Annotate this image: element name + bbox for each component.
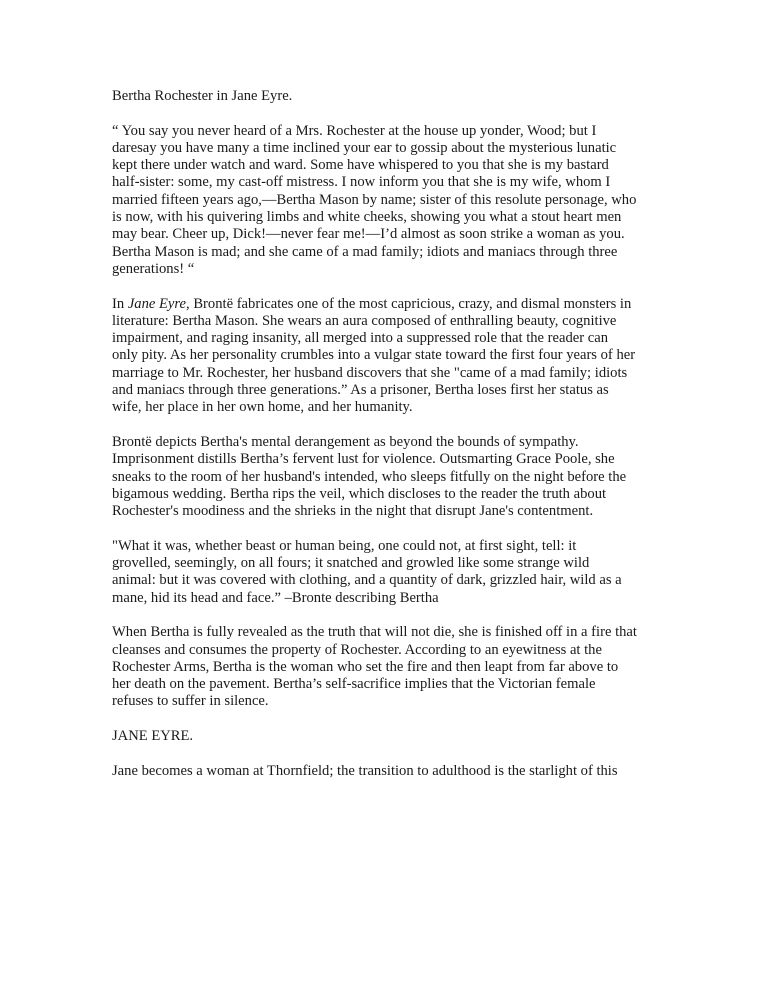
text-line: generations! “ (112, 260, 195, 277)
text-line: half-sister: some, my cast-off mistress. I now inform you that she is my wife, whom I (112, 174, 611, 191)
text-line: daresay you have many a time inclined your ear to gossip about the mysterious lunatic (112, 139, 617, 156)
text-line: may bear. Cheer up, Dick!—never fear me!—I’d almost as soon strike a woman as you. (112, 226, 625, 243)
section-heading (112, 728, 660, 745)
text-segment: , Brontë fabricates one of the most capricious, crazy, and dismal monsters in (186, 295, 632, 312)
text-line: Rochester's moodiness and the shrieks in the night that disrupt Jane's contentment. (112, 503, 594, 520)
text-line: Imprisonment distills Bertha’s fervent lust for violence. Outsmarting Grace Poole, she (112, 451, 615, 468)
text-line: wife, her place in her own home, and her humanity. (112, 399, 413, 416)
text-line: bigamous wedding. Bertha rips the veil, which discloses to the reader the truth about (112, 485, 607, 502)
text-line: grovelled, seemingly, on all fours; it snatched and growled like some strange wild (112, 555, 590, 572)
book-title-italic: Jane Eyre (127, 295, 187, 312)
text-line: “ You say you never heard of a Mrs. Rochester at the house up yonder, Wood; but I (112, 122, 597, 139)
text-line: mane, hid its head and face.” –Bronte describing Bertha (112, 589, 439, 606)
document-page (112, 88, 660, 797)
text-line: her death on the pavement. Bertha’s self-sacrifice implies that the Victorian female (112, 676, 596, 693)
text-line: married fifteen years ago,—Bertha Mason by name; sister of this resolute personage, who (112, 191, 637, 208)
text-line: Rochester Arms, Bertha is the woman who set the fire and then leapt from far above to (112, 658, 619, 675)
text-line (112, 296, 660, 313)
text-line: kept there under watch and ward. Some have whispered to you that she is my bastard (112, 157, 609, 174)
text-line: sneaks to the room of her husband's intended, who sleeps fitfully on the night before the (112, 468, 627, 485)
text-line: is now, with his quivering limbs and white cheeks, showing you what a stout heart men (112, 209, 622, 226)
text-line: JANE EYRE. (112, 727, 194, 744)
fire-paragraph (112, 624, 660, 710)
derangement-paragraph (112, 434, 660, 520)
text-line: "What it was, whether beast or human being, one could not, at first sight, tell: it (112, 537, 577, 554)
text-line: When Bertha is fully revealed as the truth that will not die, she is finished off in a fire that (112, 624, 637, 641)
document-title (112, 88, 660, 105)
text-line: Brontë depicts Bertha's mental derangement as beyond the bounds of sympathy. (112, 433, 579, 450)
text-line: Jane becomes a woman at Thornfield; the transition to adulthood is the starlight of this (112, 762, 618, 779)
text-line: only pity. As her personality crumbles into a vulgar state toward the first four years of her (112, 347, 636, 364)
text-line: and maniacs through three generations.” As a prisoner, Bertha loses first her status as (112, 382, 609, 399)
text-line: animal: but it was covered with clothing, and a quantity of dark, grizzled hair, wild as a (112, 572, 622, 589)
text-line: cleanses and consumes the property of Rochester. According to an eyewitness at the (112, 641, 602, 658)
text-line: Bertha Rochester in Jane Eyre. (112, 88, 293, 104)
rochester-quote-paragraph (112, 123, 660, 279)
text-line: refuses to suffer in silence. (112, 693, 269, 710)
text-line: Bertha Mason is mad; and she came of a mad family; idiots and maniacs through three (112, 243, 618, 260)
text-line: impairment, and raging insanity, all merged into a suppressed role that the reader can (112, 330, 609, 347)
intro-paragraph (112, 296, 660, 417)
thornfield-paragraph (112, 763, 660, 780)
text-line: marriage to Mr. Rochester, her husband discovers that she "came of a mad family; idiots (112, 364, 628, 381)
text-line: literature: Bertha Mason. She wears an aura composed of enthralling beauty, cognitive (112, 312, 617, 329)
beast-quote-paragraph (112, 538, 660, 607)
text-segment: In (112, 295, 128, 312)
